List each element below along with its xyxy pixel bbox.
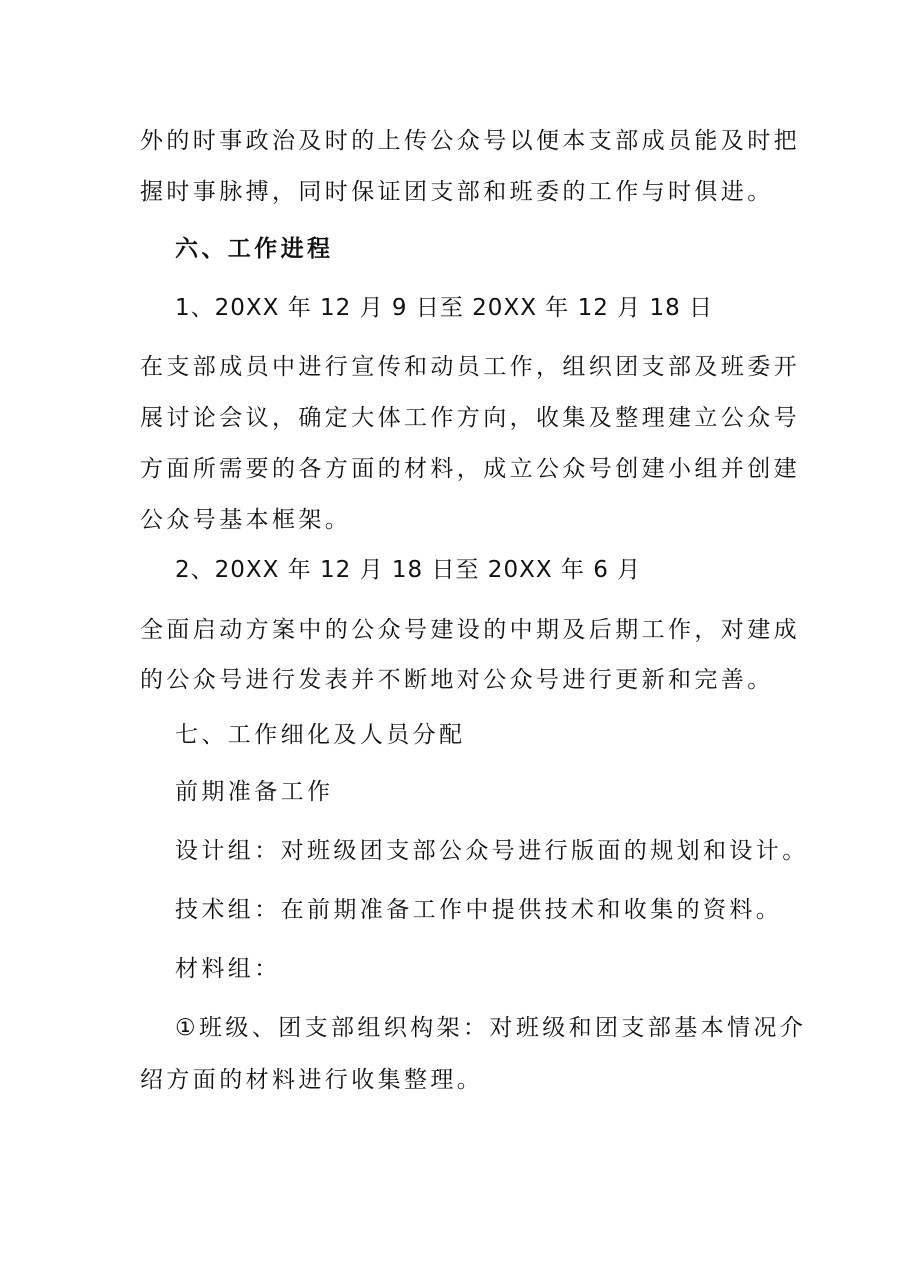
- list-item: 1、20XX 年 12 月 9 日至 20XX 年 12 月 18 日: [175, 295, 714, 321]
- subheading: 前期准备工作: [175, 779, 334, 805]
- paragraph-line: 全面启动方案中的公众号建设的中期及后期工作，对建成: [140, 617, 800, 643]
- list-item: 2、20XX 年 12 月 18 日至 20XX 年 6 月: [175, 557, 642, 583]
- paragraph-line: 技术组：在前期准备工作中提供技术和收集的资料。: [175, 897, 783, 923]
- paragraph-line: 展讨论会议，确定大体工作方向，收集及整理建立公众号: [140, 405, 800, 431]
- paragraph-line: 设计组：对班级团支部公众号进行版面的规划和设计。: [175, 838, 809, 864]
- paragraph-line: ①班级、团支部组织构架：对班级和团支部基本情况介: [175, 1015, 807, 1041]
- paragraph-line: 在支部成员中进行宣传和动员工作，组织团支部及班委开: [140, 354, 800, 380]
- paragraph-line: 绍方面的材料进行收集整理。: [140, 1067, 484, 1093]
- section-heading: 六、工作进程: [175, 236, 334, 262]
- paragraph-line: 的公众号进行发表并不断地对公众号进行更新和完善。: [140, 667, 774, 693]
- section-heading: 七、工作细化及人员分配: [175, 722, 466, 748]
- paragraph-line: 材料组：: [175, 956, 281, 982]
- paragraph-line: 方面所需要的各方面的材料，成立公众号创建小组并创建: [140, 456, 800, 482]
- paragraph-line: 公众号基本框架。: [140, 507, 352, 533]
- paragraph-line: 握时事脉搏，同时保证团支部和班委的工作与时俱进。: [140, 179, 774, 205]
- paragraph-line: 外的时事政治及时的上传公众号以便本支部成员能及时把: [140, 128, 800, 154]
